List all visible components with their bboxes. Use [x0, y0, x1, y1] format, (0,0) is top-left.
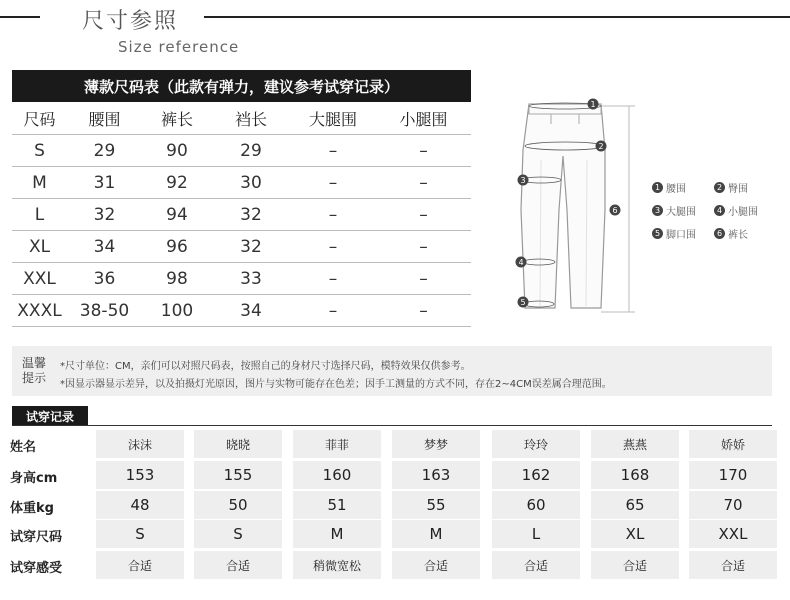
size-cell-thigh: – — [328, 204, 338, 225]
size-header-length: 裤长 — [160, 109, 193, 129]
marker-5 — [518, 297, 529, 308]
legend-item-waist: 1 腰围 — [652, 180, 686, 195]
record-cell: XL — [591, 520, 679, 548]
size-cell-length: 94 — [166, 204, 188, 225]
size-cell-rise: 32 — [240, 236, 262, 257]
size-cell-waist: 32 — [93, 204, 116, 225]
marker-4 — [516, 257, 527, 268]
size-cell-rise: 30 — [240, 172, 262, 193]
svg-text:4: 4 — [518, 258, 524, 267]
svg-text:1: 1 — [590, 100, 596, 109]
record-cell: 155 — [194, 461, 282, 489]
tips-line-1: *尺寸单位：CM，亲们可以对照尺码表，按照自己的身材尺寸选择尺码，模特效果仅供参考。 — [60, 361, 471, 372]
record-cell: 170 — [689, 461, 777, 489]
record-cell: 162 — [492, 461, 580, 489]
tips-box — [12, 346, 772, 396]
size-cell-length: 90 — [166, 140, 188, 161]
record-cell: 娇娇 — [689, 430, 777, 458]
size-cell-size: S — [34, 140, 45, 161]
record-cell: 50 — [194, 491, 282, 519]
record-cell: 48 — [96, 491, 184, 519]
record-cell: 合适 — [591, 551, 679, 579]
size-cell-waist: 29 — [93, 140, 116, 161]
size-cell-calf: – — [419, 236, 428, 257]
svg-text:5: 5 — [520, 298, 526, 307]
size-cell-rise: 33 — [240, 268, 262, 289]
size-cell-size: L — [34, 204, 45, 225]
record-cell: 合适 — [492, 551, 580, 579]
record-cell: 合适 — [392, 551, 480, 579]
record-cell: L — [492, 520, 580, 548]
size-header-size: 尺码 — [23, 109, 56, 129]
record-rule — [12, 425, 772, 426]
size-cell-rise: 29 — [240, 140, 262, 161]
record-cell: 168 — [591, 461, 679, 489]
marker-6 — [610, 205, 621, 216]
record-cell: 梦梦 — [392, 430, 480, 458]
tips-line-2: *因显示器显示差异，以及拍摄灯光原因，图片与实物可能存在色差；因手工测量的方式不同，存在2~4CM误差属合理范围。 — [60, 379, 612, 390]
record-row-label: 身高cm — [10, 471, 58, 486]
size-cell-thigh: – — [328, 300, 338, 321]
pants-diagram — [505, 90, 645, 322]
size-cell-rise: 32 — [240, 204, 262, 225]
size-cell-calf: – — [419, 140, 428, 161]
size-cell-thigh: – — [328, 140, 338, 161]
marker-3 — [518, 175, 529, 186]
size-table-caption: 薄款尺码表（此款有弹力，建议参考试穿记录） — [12, 70, 471, 102]
header-rule-right — [204, 16, 790, 18]
record-badge: 试穿记录 — [12, 406, 88, 426]
size-cell-length: 100 — [160, 300, 194, 321]
size-cell-waist: 34 — [93, 236, 116, 257]
record-row-label: 体重kg — [10, 501, 54, 516]
size-cell-size: XXXL — [17, 300, 62, 321]
record-cell: 燕燕 — [591, 430, 679, 458]
record-cell: 稍微宽松 — [293, 551, 381, 579]
size-cell-size: XL — [28, 236, 51, 257]
record-cell: M — [293, 520, 381, 548]
legend-item-hem: 5 脚口围 — [652, 226, 696, 241]
size-table-row — [12, 263, 471, 295]
header-rule-left — [0, 16, 40, 18]
page-subtitle: Size reference — [118, 38, 240, 56]
record-row — [0, 430, 790, 458]
legend-item-thigh: 3 大腿围 — [652, 203, 696, 218]
record-cell: 玲玲 — [492, 430, 580, 458]
size-header-calf: 小腿围 — [399, 109, 448, 129]
record-cell: 合适 — [194, 551, 282, 579]
marker-2 — [596, 141, 607, 152]
svg-text:2: 2 — [598, 142, 604, 151]
record-cell: 合适 — [689, 551, 777, 579]
size-cell-size: M — [32, 172, 47, 193]
size-cell-length: 96 — [166, 236, 188, 257]
record-row-label: 试穿尺码 — [10, 530, 63, 545]
record-row-label: 试穿感受 — [10, 561, 63, 576]
record-cell: 菲菲 — [293, 430, 381, 458]
size-header-thigh: 大腿围 — [308, 109, 357, 129]
size-table-row — [12, 135, 471, 167]
size-cell-calf: – — [419, 300, 428, 321]
record-cell: XXL — [689, 520, 777, 548]
record-cell: S — [194, 520, 282, 548]
record-cell: 70 — [689, 491, 777, 519]
size-cell-thigh: – — [328, 268, 338, 289]
size-cell-size: XXL — [23, 268, 56, 289]
size-cell-calf: – — [419, 172, 428, 193]
size-cell-waist: 31 — [93, 172, 116, 193]
record-cell: 晓晓 — [194, 430, 282, 458]
size-table-row — [12, 199, 471, 231]
record-row — [0, 461, 790, 489]
size-cell-length: 98 — [166, 268, 188, 289]
legend-item-hip: 2 臀围 — [714, 180, 748, 195]
record-cell: 沫沫 — [96, 430, 184, 458]
legend-item-calf: 4 小腿围 — [714, 203, 758, 218]
svg-text:3: 3 — [520, 176, 526, 185]
record-cell: 55 — [392, 491, 480, 519]
record-row — [0, 520, 790, 548]
tips-label: 温馨 提示 — [22, 356, 47, 385]
size-cell-rise: 34 — [240, 300, 262, 321]
record-cell: M — [392, 520, 480, 548]
record-row — [0, 491, 790, 519]
size-header-rise: 裆长 — [234, 109, 267, 129]
size-cell-calf: – — [419, 268, 428, 289]
page-title: 尺寸参照 — [82, 9, 179, 34]
size-cell-thigh: – — [328, 236, 338, 257]
record-cell: 合适 — [96, 551, 184, 579]
record-cell: 60 — [492, 491, 580, 519]
record-row-label: 姓名 — [10, 440, 37, 455]
size-table — [12, 70, 471, 327]
size-table-row — [12, 231, 471, 263]
size-table-header-row — [12, 102, 471, 135]
size-cell-calf: – — [419, 204, 428, 225]
size-cell-waist: 38-50 — [79, 300, 130, 321]
size-cell-thigh: – — [328, 172, 338, 193]
size-table-row — [12, 167, 471, 199]
legend-item-length: 6 裤长 — [714, 226, 748, 241]
size-cell-length: 92 — [166, 172, 188, 193]
size-header-waist: 腰围 — [88, 109, 121, 129]
record-cell: 65 — [591, 491, 679, 519]
marker-1 — [588, 99, 599, 110]
size-cell-waist: 36 — [93, 268, 116, 289]
record-cell: 163 — [392, 461, 480, 489]
svg-text:6: 6 — [612, 206, 618, 215]
size-table-row — [12, 295, 471, 327]
record-cell: 51 — [293, 491, 381, 519]
record-cell: 160 — [293, 461, 381, 489]
record-cell: S — [96, 520, 184, 548]
record-row — [0, 551, 790, 579]
record-cell: 153 — [96, 461, 184, 489]
